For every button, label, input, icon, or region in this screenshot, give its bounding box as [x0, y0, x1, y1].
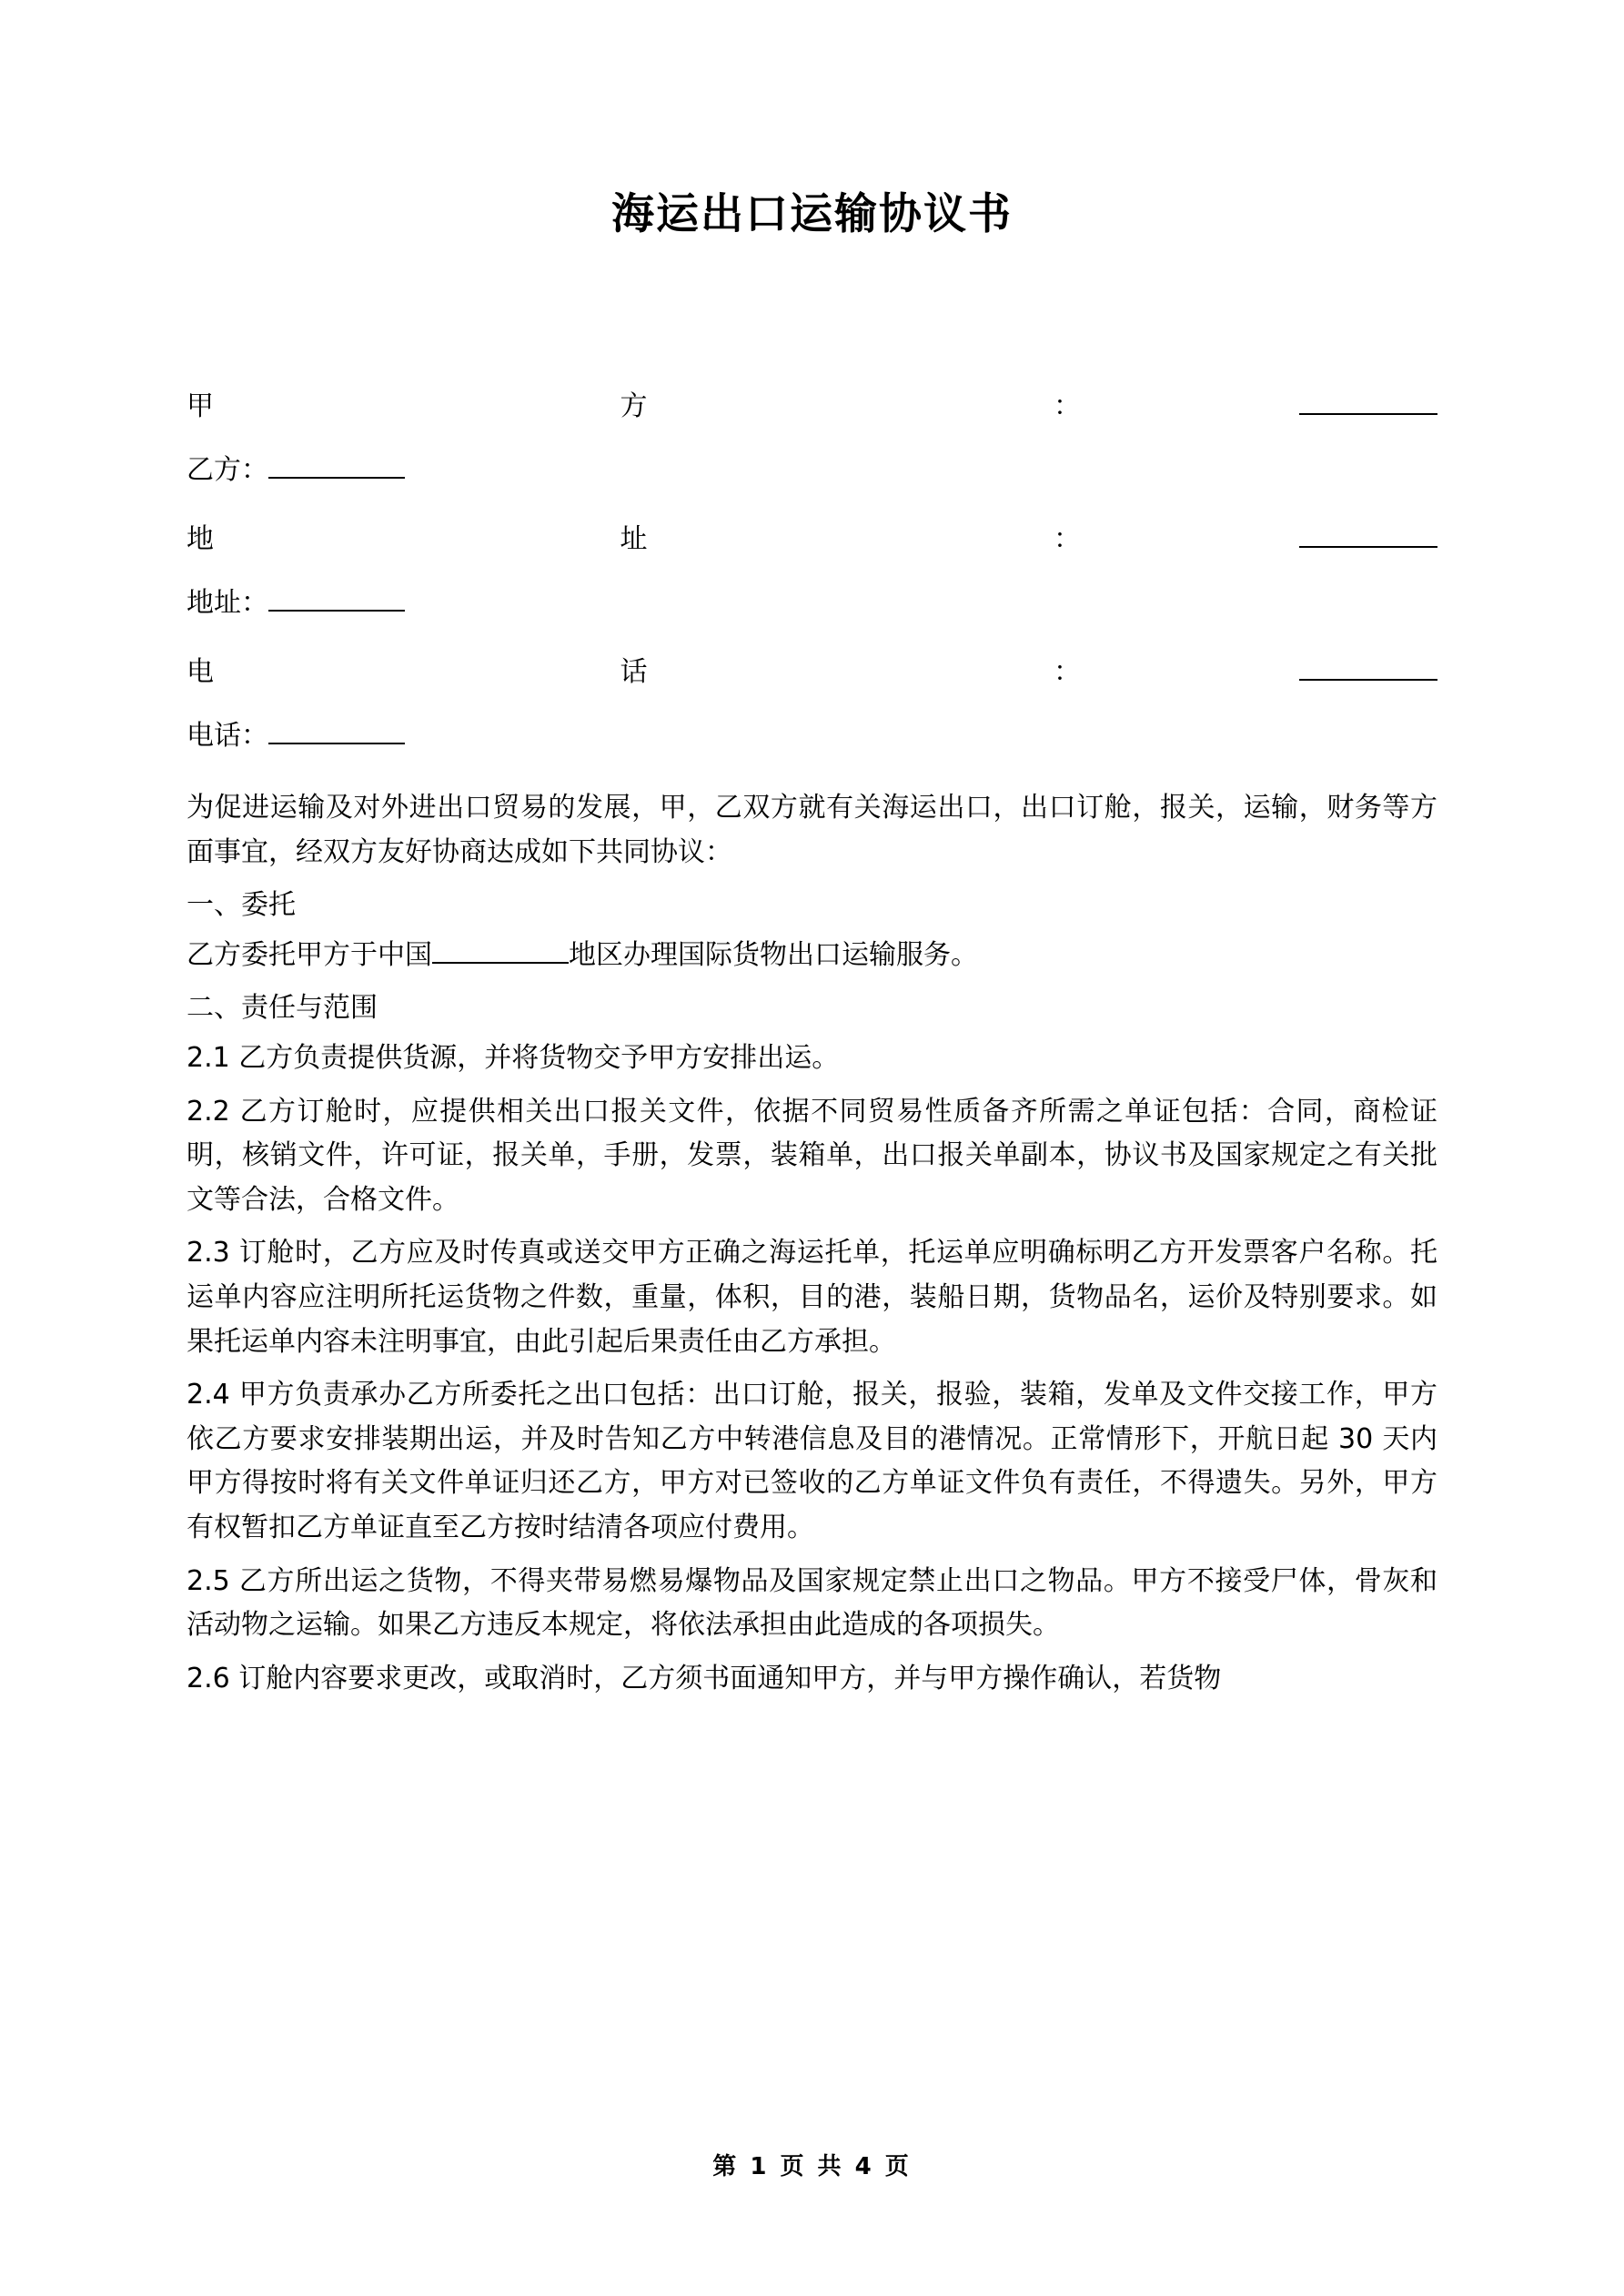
party-b-label: 乙方： [187, 454, 268, 487]
party-a-line [187, 388, 1437, 423]
party-b-fill-blank[interactable] [268, 453, 405, 479]
party-info-block [187, 388, 1437, 753]
phone-a-line [187, 653, 1437, 689]
phone-a-label: 电 [187, 656, 214, 689]
clause-2-4: 2.4 甲方负责承办乙方所委托之出口包括：出口订舱，报关，报验，装箱，发单及文件交接工作，甲方依乙方要求安排装期出运，并及时告知乙方中转港信息及目的港情况。正常情形下，开航日起 30 天内甲方得按时将有关文件单证归还乙方，甲方对已签收的乙方单证文件负有责任，不得遗失。另外，甲方有权暂扣乙方单证直至乙方按时结清各项应付费用。 [187, 1379, 1437, 1543]
address-a-colon: ： [1054, 523, 1081, 556]
party-b-line [187, 453, 1437, 487]
party-a-label: 甲 [187, 390, 214, 423]
document-body [187, 0, 1437, 1710]
address-b-fill-blank[interactable] [268, 586, 405, 612]
address-a-line [187, 521, 1437, 556]
party-a-label2: 方 [620, 390, 648, 423]
clause-2-2: 2.2 乙方订舱时，应提供相关出口报关文件，依据不同贸易性质备齐所需之单证包括：合同，商检证明，核销文件，许可证，报关单，手册，发票，装箱单，出口报关单副本，协议书及国家规定之有关批文等合法，合格文件。 [187, 1095, 1437, 1216]
phone-b-label: 电话： [187, 720, 268, 753]
clause-2-5: 2.5 乙方所出运之货物，不得夹带易燃易爆物品及国家规定禁止出口之物品。甲方不接受尸体，骨灰和活动物之运输。如果乙方违反本规定，将依法承担由此造成的各项损失。 [187, 1564, 1437, 1642]
phone-a-fill-blank[interactable] [1299, 653, 1437, 681]
address-b-line [187, 586, 1437, 620]
clause-2-6: 2.6 订舱内容要求更改，或取消时，乙方须书面通知甲方，并与甲方操作确认，若货物 [187, 1662, 1222, 1694]
preamble-paragraph: 为促进运输及对外进出口贸易的发展，甲，乙双方就有关海运出口，出口订舱，报关，运输，财务等方面事宜，经双方友好协商达成如下共同协议： [187, 792, 1437, 868]
phone-a-label2: 话 [620, 656, 648, 689]
page-title: 海运出口运输协议书 [611, 189, 1013, 239]
party-a-fill-blank[interactable] [1299, 388, 1437, 415]
address-b-label: 地址： [187, 587, 268, 620]
page-footer: 第 1 页 共 4 页 [712, 2153, 912, 2180]
section-heading-entrust: 一、委托 [187, 889, 296, 922]
phone-a-colon: ： [1054, 656, 1081, 689]
phone-b-fill-blank[interactable] [268, 719, 405, 744]
entrust-suffix: 地区办理国际货物出口运输服务。 [569, 938, 978, 971]
region-fill-blank[interactable] [432, 938, 569, 964]
entrust-paragraph [187, 934, 1437, 978]
phone-b-line [187, 719, 1437, 753]
party-a-colon: ： [1054, 390, 1081, 423]
address-a-label: 地 [187, 523, 214, 556]
clause-2-1: 2.1 乙方负责提供货源，并将货物交予甲方安排出运。 [187, 1042, 840, 1075]
section-heading-responsibility: 二、责任与范围 [187, 992, 378, 1025]
address-a-fill-blank[interactable] [1299, 521, 1437, 548]
address-a-label2: 址 [620, 523, 648, 556]
entrust-prefix: 乙方委托甲方于中国 [187, 938, 432, 971]
clause-2-3: 2.3 订舱时，乙方应及时传真或送交甲方正确之海运托单，托运单应明确标明乙方开发票客户名称。托运单内容应注明所托运货物之件数，重量，体积，目的港，装船日期，货物品名，运价及特别要求。如果托运单内容未注明事宜，由此引起后果责任由乙方承担。 [187, 1237, 1437, 1358]
